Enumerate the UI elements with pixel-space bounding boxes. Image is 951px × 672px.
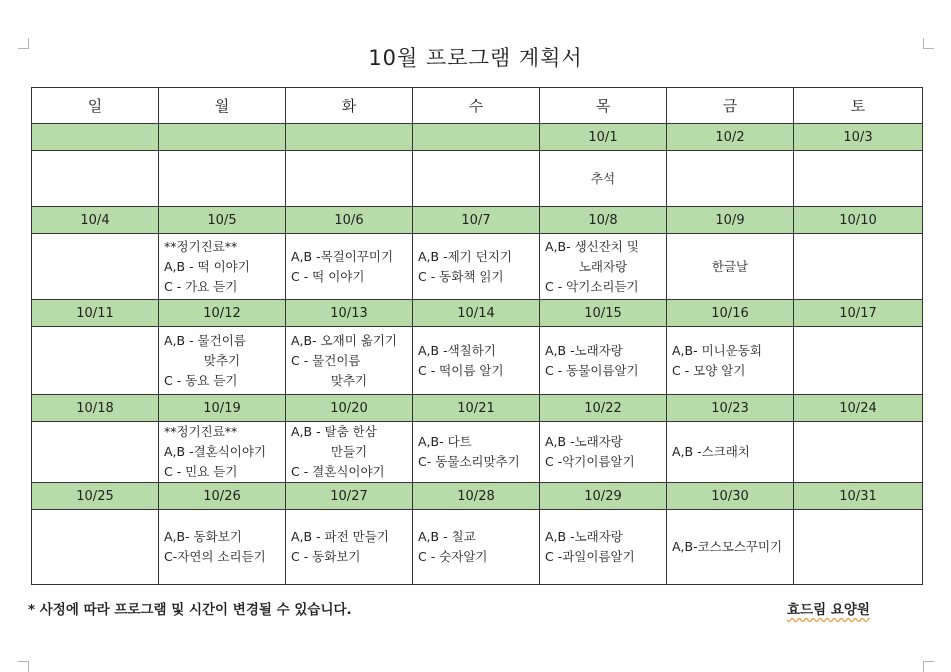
program-line: C - 동요 듣기	[164, 372, 238, 388]
program-line: A,B- 생신잔치 및	[545, 238, 639, 254]
program-cell	[159, 422, 286, 483]
program-line: 추석	[590, 170, 616, 186]
program-line: 한글날	[711, 258, 749, 274]
program-line: A,B -목걸이꾸미기	[291, 248, 394, 264]
program-line: C - 민요 듣기	[164, 464, 238, 479]
program-cell	[32, 234, 159, 300]
program-cell	[286, 234, 413, 300]
program-line: A,B -노래자랑	[545, 529, 623, 544]
weekday-header: 수	[413, 88, 540, 124]
program-cell	[32, 151, 159, 207]
date-cell: 10/28	[413, 483, 540, 510]
program-row	[32, 510, 923, 585]
weekday-header: 목	[540, 88, 667, 124]
program-cell	[794, 510, 923, 585]
date-cell: 10/19	[159, 395, 286, 422]
date-cell	[32, 124, 159, 151]
program-cell	[667, 510, 794, 585]
program-line: C -악기이름알기	[545, 454, 635, 469]
date-cell: 10/10	[794, 207, 923, 234]
program-line: C - 모양 알기	[672, 362, 746, 378]
program-line: C - 악기소리듣기	[545, 278, 639, 294]
weekday-header: 토	[794, 88, 923, 124]
program-line: C-자연의 소리듣기	[164, 549, 266, 564]
program-line: A,B - 칠교	[418, 529, 476, 544]
program-line: A,B -제기 던지기	[418, 248, 512, 264]
program-cell	[413, 327, 540, 395]
date-cell: 10/15	[540, 300, 667, 327]
date-cell: 10/16	[667, 300, 794, 327]
program-cell	[32, 327, 159, 395]
program-cell	[413, 234, 540, 300]
program-line: A,B -노래자랑	[545, 434, 623, 449]
date-cell: 10/2	[667, 124, 794, 151]
program-line: A,B - 파전 만들기	[291, 529, 389, 544]
date-cell: 10/4	[32, 207, 159, 234]
date-cell: 10/5	[159, 207, 286, 234]
program-row	[32, 234, 923, 300]
date-cell: 10/22	[540, 395, 667, 422]
weekday-header: 일	[32, 88, 159, 124]
date-cell	[159, 124, 286, 151]
program-cell	[667, 234, 794, 300]
date-cell: 10/7	[413, 207, 540, 234]
program-line: A,B-코스모스꾸미기	[672, 539, 783, 554]
program-cell	[32, 510, 159, 585]
program-line: A,B- 동화보기	[164, 529, 242, 544]
program-line: A,B -결혼식이야기	[164, 444, 267, 459]
program-line: C - 가요 듣기	[164, 278, 238, 294]
date-cell: 10/13	[286, 300, 413, 327]
date-row	[32, 124, 923, 151]
date-cell: 10/17	[794, 300, 923, 327]
date-cell: 10/25	[32, 483, 159, 510]
program-line: C - 숫자알기	[418, 549, 488, 564]
program-cell	[159, 327, 286, 395]
program-cell	[159, 151, 286, 207]
date-cell: 10/1	[540, 124, 667, 151]
program-line: C - 물건이름	[291, 352, 361, 368]
date-cell: 10/24	[794, 395, 923, 422]
program-cell	[794, 151, 923, 207]
date-cell: 10/18	[32, 395, 159, 422]
program-line: C - 떡이름 알기	[418, 362, 504, 378]
program-line: 맞추기	[203, 352, 241, 368]
date-cell: 10/30	[667, 483, 794, 510]
program-cell	[667, 327, 794, 395]
program-row	[32, 422, 923, 483]
footer-note: * 사정에 따라 프로그램 및 시간이 변경될 수 있습니다.	[28, 602, 352, 618]
program-line: C- 동물소리맞추기	[418, 454, 520, 469]
program-line: 맞추기	[330, 372, 368, 388]
date-cell: 10/9	[667, 207, 794, 234]
program-cell	[159, 234, 286, 300]
program-line: A,B -노래자랑	[545, 342, 623, 358]
program-line: A,B - 물건이름	[164, 332, 246, 348]
date-cell: 10/3	[794, 124, 923, 151]
program-cell	[540, 151, 667, 207]
date-cell	[413, 124, 540, 151]
date-cell: 10/26	[159, 483, 286, 510]
weekday-header: 금	[667, 88, 794, 124]
program-line: **정기진료**	[164, 424, 238, 439]
program-cell	[286, 327, 413, 395]
program-cell	[540, 327, 667, 395]
program-line: A,B- 다트	[418, 434, 472, 449]
date-cell: 10/31	[794, 483, 923, 510]
date-cell: 10/14	[413, 300, 540, 327]
date-cell: 10/27	[286, 483, 413, 510]
program-line: C - 동화보기	[291, 549, 361, 564]
date-cell: 10/12	[159, 300, 286, 327]
program-cell	[413, 422, 540, 483]
date-cell: 10/11	[32, 300, 159, 327]
weekday-header-row	[32, 88, 923, 124]
program-row	[32, 151, 923, 207]
program-cell	[667, 422, 794, 483]
date-cell: 10/20	[286, 395, 413, 422]
program-line: C -과일이름알기	[545, 549, 635, 564]
program-line: 노래자랑	[578, 258, 628, 274]
program-line: A,B - 떡 이야기	[164, 258, 250, 274]
program-line: C - 동화책 읽기	[418, 268, 504, 284]
crop-mark-bottom-right	[923, 661, 934, 672]
program-cell	[286, 422, 413, 483]
date-row	[32, 207, 923, 234]
date-cell: 10/8	[540, 207, 667, 234]
weekday-header: 월	[159, 88, 286, 124]
program-cell	[540, 510, 667, 585]
date-row	[32, 483, 923, 510]
program-cell	[540, 422, 667, 483]
program-cell	[159, 510, 286, 585]
date-row	[32, 300, 923, 327]
program-line: **정기진료**	[164, 238, 238, 254]
program-line: A,B- 오재미 옮기기	[291, 332, 398, 348]
crop-mark-bottom-left	[18, 661, 29, 672]
program-line: A,B -스크래치	[672, 444, 750, 459]
date-cell: 10/6	[286, 207, 413, 234]
footer-organization: 효드림 요양원	[787, 602, 870, 618]
program-line: C - 동물이름알기	[545, 362, 639, 378]
date-row	[32, 395, 923, 422]
program-cell	[794, 422, 923, 483]
date-cell: 10/23	[667, 395, 794, 422]
program-row	[32, 327, 923, 395]
program-cell	[286, 510, 413, 585]
schedule-table	[31, 87, 923, 585]
program-line: C - 떡 이야기	[291, 268, 365, 284]
program-cell	[794, 234, 923, 300]
program-line: A,B - 탈춤 한삼	[291, 424, 377, 439]
date-cell	[286, 124, 413, 151]
program-cell	[32, 422, 159, 483]
schedule-body	[32, 124, 923, 585]
program-cell	[413, 510, 540, 585]
program-line: A,B- 미니운동회	[672, 342, 762, 358]
program-line: C - 결혼식이야기	[291, 464, 385, 479]
program-cell	[540, 234, 667, 300]
page-title: 10월 프로그램 계획서	[368, 46, 583, 70]
program-line: 만들기	[330, 444, 368, 459]
date-cell: 10/29	[540, 483, 667, 510]
date-cell: 10/21	[413, 395, 540, 422]
program-cell	[286, 151, 413, 207]
program-cell	[413, 151, 540, 207]
program-cell	[794, 327, 923, 395]
program-cell	[667, 151, 794, 207]
program-line: A,B -색칠하기	[418, 342, 496, 358]
weekday-header: 화	[286, 88, 413, 124]
